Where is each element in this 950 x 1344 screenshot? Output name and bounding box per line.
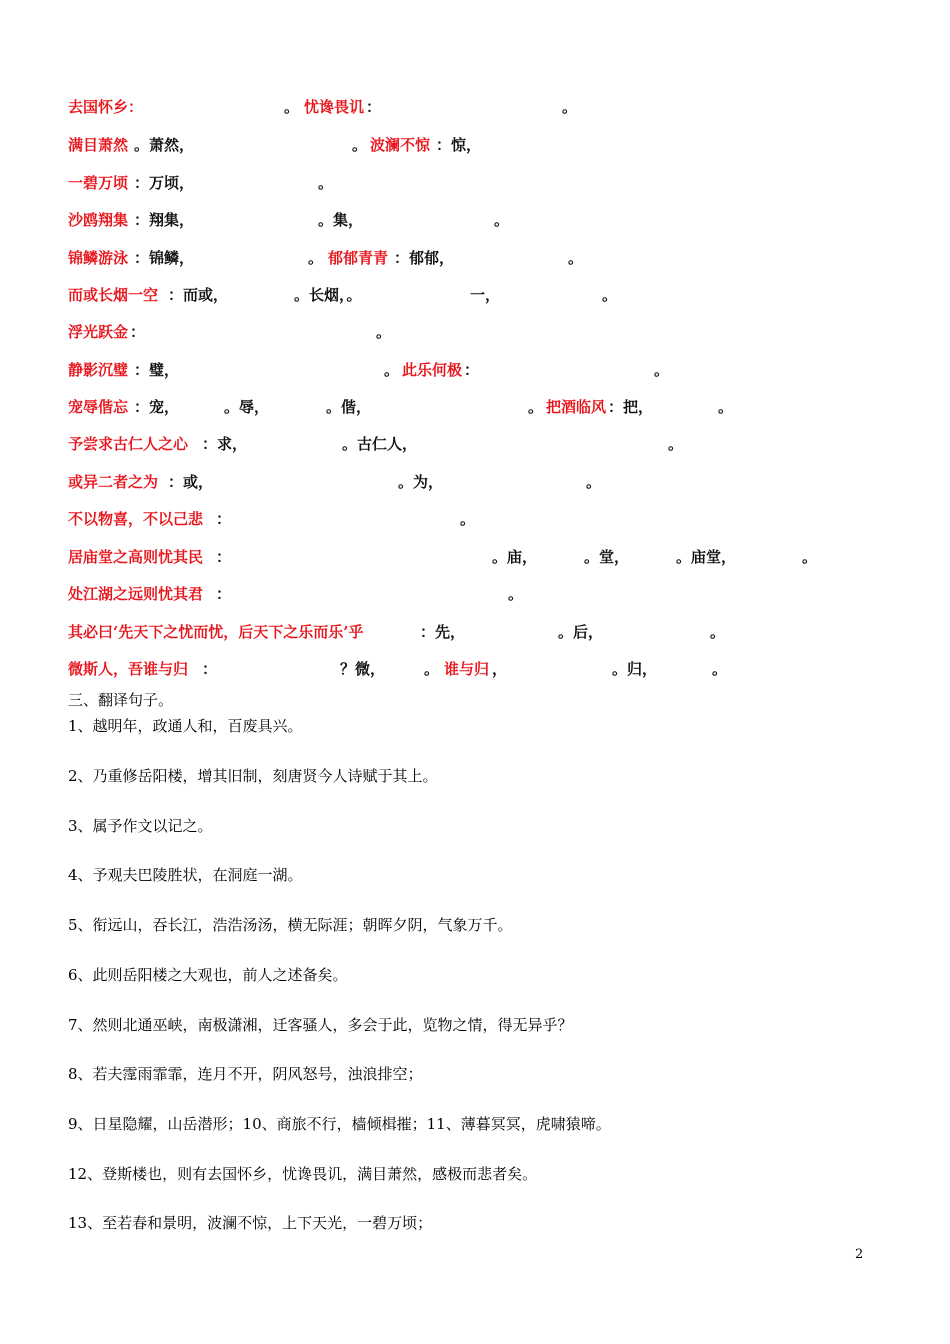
term-label: 一碧万顷 [68, 174, 129, 192]
period-mark: 。 [586, 473, 602, 491]
gloss-text: ：璧， [134, 361, 180, 379]
translation-sentence: 2、乃重修岳阳楼，增其旧制，刻唐贤今人诗赋于其上。 [68, 767, 438, 785]
period-mark: 。 [568, 249, 584, 267]
gloss-text: 一， [470, 286, 501, 304]
gloss-text: 。堂， [584, 548, 630, 566]
gloss-text: 。后， [558, 623, 604, 641]
term-label: 去国怀乡： [68, 98, 144, 116]
period-mark: 。 [718, 398, 734, 416]
term-label: 宠辱偕忘 [68, 398, 129, 416]
gloss-text: 。长烟，。 [294, 286, 362, 304]
term-label: 或异二者之为 [68, 473, 159, 491]
translation-sentence: 1、越明年，政通人和，百废具兴。 [68, 717, 303, 735]
gloss-text: 。萧然， [134, 136, 195, 154]
gloss-text: ：宠， [134, 398, 180, 416]
gloss-text: ：郁郁， [394, 249, 455, 267]
gloss-text: 。为， [398, 473, 444, 491]
gloss-text: ？微， [340, 660, 386, 678]
period-mark: 。 [528, 398, 544, 416]
period-mark: 。 [494, 211, 510, 229]
translation-sentence: 12、登斯楼也，则有去国怀乡，忧谗畏讥，满目萧然，感极而悲者矣。 [68, 1165, 538, 1183]
gloss-text: ：而或， [168, 286, 229, 304]
period-mark: 。 [376, 323, 392, 341]
period-mark: 。 [508, 585, 524, 603]
gloss-text: ：或， [168, 473, 214, 491]
term-label: 沙鸥翔集 [68, 211, 129, 229]
term-label: 浮光跃金 [68, 323, 129, 341]
period-mark: 。 [602, 286, 618, 304]
gloss-text: 。庙堂， [676, 548, 737, 566]
term-label: 予尝求古仁人之心 [68, 435, 189, 453]
gloss-text: 。集， [318, 211, 364, 229]
translation-sentence: 3、属予作文以记之。 [68, 817, 213, 835]
gloss-text: ：惊， [436, 136, 482, 154]
colon-mark: ： [202, 660, 218, 678]
term-label: 微斯人，吾谁与归 [68, 660, 189, 678]
period-mark: 。 [308, 249, 324, 267]
gloss-text: ：万顷， [134, 174, 195, 192]
period-mark: 。 [352, 136, 368, 154]
period-mark: 。 [460, 510, 476, 528]
gloss-text: 。辱， [224, 398, 270, 416]
gloss-text: 。古仁人， [342, 435, 418, 453]
colon-mark: ： [216, 585, 232, 603]
gloss-text: ：把， [608, 398, 654, 416]
gloss-text: 。归， [612, 660, 658, 678]
term-label: 静影沉璧 [68, 361, 129, 379]
period-mark: 。 [710, 623, 726, 641]
colon-mark: ： [130, 323, 146, 341]
translation-sentence: 7、然则北通巫峡，南极潇湘，迁客骚人，多会于此，览物之情，得无异乎？ [68, 1016, 573, 1034]
term-label: 郁郁青青 [328, 249, 389, 267]
term-label: 而或长烟一空 [68, 286, 159, 304]
gloss-text: 。庙， [492, 548, 538, 566]
term-label: 其必曰‘先天下之忧而忧，后天下之乐而乐’乎 [68, 623, 364, 641]
period-mark: 。 [384, 361, 400, 379]
term-label: 居庙堂之高则忧其民 [68, 548, 204, 566]
translation-sentence: 13、至若春和景明，波澜不惊，上下天光，一碧万顷； [68, 1214, 433, 1232]
term-label: 处江湖之远则忧其君 [68, 585, 204, 603]
translation-sentence: 5、衔远山，吞长江，浩浩汤汤，横无际涯；朝晖夕阴，气象万千。 [68, 916, 513, 934]
gloss-text: ：先， [420, 623, 466, 641]
term-label: 此乐何极 [402, 361, 463, 379]
colon-mark: ： [216, 548, 232, 566]
period-mark: 。 [284, 98, 300, 116]
gloss-text: ：锦鳞， [134, 249, 195, 267]
colon-mark: ： [216, 510, 232, 528]
period-mark: 。 [562, 98, 578, 116]
term-label: 把酒临风 [546, 398, 607, 416]
comma-mark: ， [492, 660, 508, 678]
term-label: 不以物喜，不以己悲 [68, 510, 204, 528]
translation-sentence: 9、日星隐耀，山岳潜形；10、商旅不行，樯倾楫摧；11、薄暮冥冥，虎啸猿啼。 [68, 1115, 611, 1133]
period-mark: 。 [668, 435, 684, 453]
period-mark: 。 [654, 361, 670, 379]
term-label: 谁与归 [444, 660, 490, 678]
gloss-text: ：翔集， [134, 211, 195, 229]
period-mark: 。 [712, 660, 728, 678]
term-label: 锦鳞游泳 [68, 249, 129, 267]
period-mark: 。 [318, 174, 334, 192]
translation-sentence: 4、予观夫巴陵胜状，在洞庭一湖。 [68, 866, 303, 884]
term-label: 忧谗畏讥 [304, 98, 365, 116]
page-number: 2 [855, 1247, 864, 1262]
period-mark: 。 [802, 548, 818, 566]
term-label: 波澜不惊 [370, 136, 431, 154]
gloss-text: ：求， [202, 435, 248, 453]
term-label: 满目萧然 [68, 136, 129, 154]
gloss-text: 。偕， [326, 398, 372, 416]
section-heading: 三、翻译句子。 [68, 691, 174, 709]
colon-mark: ： [464, 361, 480, 379]
translation-sentence: 8、若夫霪雨霏霏，连月不开，阴风怒号，浊浪排空； [68, 1065, 423, 1083]
translation-sentence: 6、此则岳阳楼之大观也，前人之述备矣。 [68, 966, 348, 984]
period-mark: 。 [424, 660, 440, 678]
colon-mark: ： [366, 98, 382, 116]
